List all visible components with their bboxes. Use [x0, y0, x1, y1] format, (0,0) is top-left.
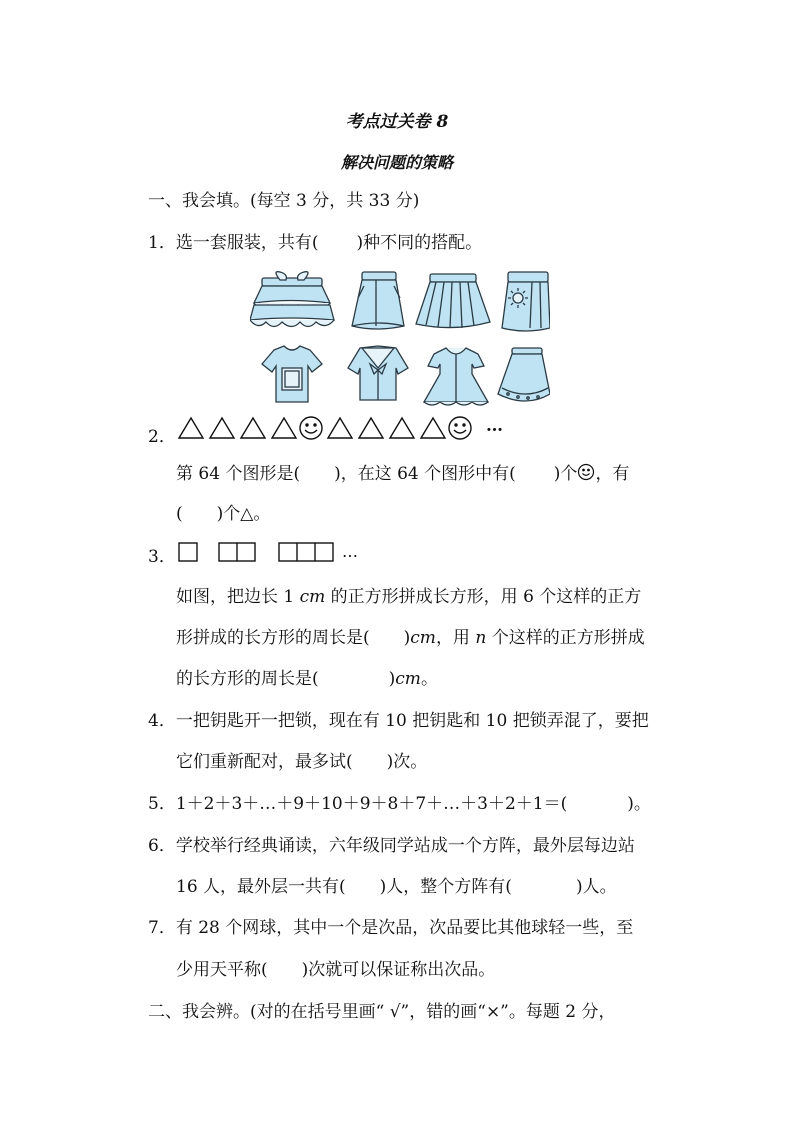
question-3-squares-figure — [178, 542, 353, 564]
question-6-number: 6． — [148, 836, 176, 856]
q3-text-d: ) — [403, 628, 411, 648]
triangle-icon — [421, 418, 445, 438]
question-6-line-2 — [176, 877, 617, 897]
question-2-shape-pattern — [178, 416, 508, 444]
question-2-line-1 — [176, 463, 629, 484]
q2-text-f: )个△。 — [216, 504, 271, 524]
q5-expression: 1＋2＋3＋…＋9＋10＋9＋8＋7＋…＋3＋2＋1＝( — [175, 794, 568, 814]
question-4-line-1 — [148, 711, 649, 731]
pleated-skirt-icon — [416, 274, 490, 328]
triangle-icon — [328, 418, 352, 438]
question-7-number: 7． — [148, 918, 176, 938]
q3-text-f: 个这样的正方形拼成 — [486, 628, 645, 648]
q4-text-a: 一把钥匙开一把锁，现在有 10 把钥匙和 10 把锁弄混了，要把 — [175, 711, 649, 731]
sun-skirt-icon — [502, 272, 550, 331]
question-4-line-2 — [176, 752, 427, 772]
rect-3-squares — [279, 543, 333, 561]
question-1-text-b: )种不同的搭配。 — [356, 233, 483, 253]
q5-end: )。 — [627, 794, 651, 814]
question-4-number: 4． — [148, 711, 176, 731]
ruffled-skirt-icon — [250, 272, 334, 327]
q3-unit-3: cm — [395, 669, 421, 689]
q3-text-a: 如图，把边长 1 — [176, 587, 300, 607]
q6-text-d: )人。 — [575, 877, 617, 897]
q7-text-c: )次就可以保证称出次品。 — [301, 960, 496, 980]
q3-text-g: 的长方形的周长是( — [176, 669, 319, 689]
question-7-line-1 — [148, 918, 633, 938]
question-1 — [148, 233, 482, 253]
triangle-icon — [272, 418, 296, 438]
question-5-number: 5． — [148, 794, 176, 814]
question-3-number: 3． — [148, 547, 176, 567]
section-1-heading: 一、我会填。(每空 3 分，共 33 分) — [148, 191, 420, 211]
dress-icon — [424, 348, 488, 405]
question-6-line-1 — [148, 836, 635, 856]
sailor-shirt-icon — [348, 346, 408, 400]
triangle-icon — [179, 418, 203, 438]
smiley-icon — [577, 463, 595, 481]
q2-text-e: ( — [176, 504, 183, 524]
question-3-line-2 — [176, 628, 645, 648]
q3-text-e: ，用 — [435, 628, 476, 648]
question-1-text-a: 选一套服装，共有( — [175, 233, 319, 253]
triangle-icon — [359, 418, 383, 438]
question-2-line-2 — [176, 504, 270, 524]
q3-text-c: 形拼成的长方形的周长是( — [176, 628, 370, 648]
q7-text-b: 少用天平称( — [176, 960, 268, 980]
q6-text-c: )人，整个方阵有( — [379, 877, 512, 897]
question-2-number: 2． — [148, 427, 176, 447]
q3-unit-2: cm — [410, 628, 436, 648]
page-title: 考点过关卷 8 — [345, 112, 449, 132]
triangle-icon — [241, 418, 265, 438]
q3-text-i: 。 — [420, 669, 438, 689]
q7-text-a: 有 28 个网球，其中一个是次品，次品要比其他球轻一些，至 — [175, 918, 634, 938]
triangle-icon — [210, 418, 234, 438]
q2-text-c: )个 — [553, 464, 578, 484]
q6-text-a: 学校举行经典诵读，六年级同学站成一个方阵，最外层每边站 — [175, 836, 635, 856]
q3-unit-1: cm — [299, 587, 326, 607]
question-1-number: 1． — [148, 233, 176, 253]
triangle-icon — [390, 418, 414, 438]
q3-var-n: n — [475, 628, 487, 648]
section-2-heading: 二、我会辨。(对的在括号里画“ √”，错的画“×”。每题 2 分， — [148, 1002, 616, 1022]
question-3-line-1 — [176, 587, 641, 607]
question-7-line-2 — [176, 960, 495, 980]
q3-text-h: ) — [388, 669, 396, 689]
q4-text-b: 它们重新配对，最多试( — [176, 752, 353, 772]
question-2-ellipsis: … — [486, 416, 503, 436]
page-subtitle: 解决问题的策略 — [340, 153, 453, 172]
question-5 — [148, 794, 651, 814]
q2-text-b: )，在这 64 个图形中有( — [334, 464, 516, 484]
q2-text-d: ，有 — [595, 464, 630, 484]
q4-text-c: )次。 — [386, 752, 428, 772]
smiley-icon — [300, 417, 322, 439]
question-3-ellipsis: … — [342, 542, 358, 561]
clothing-illustrations — [250, 268, 550, 410]
denim-skirt-icon — [352, 272, 404, 329]
tshirt-icon — [262, 346, 322, 402]
smiley-icon — [449, 417, 471, 439]
flared-skirt-icon — [498, 348, 550, 401]
q2-text-a: 第 64 个图形是( — [176, 464, 301, 484]
square-1 — [179, 543, 197, 561]
q6-text-b: 16 人，最外层一共有( — [176, 877, 346, 897]
question-3-line-3 — [176, 669, 438, 689]
q3-text-b: 的正方形拼成长方形，用 6 个这样的正方 — [325, 587, 642, 607]
